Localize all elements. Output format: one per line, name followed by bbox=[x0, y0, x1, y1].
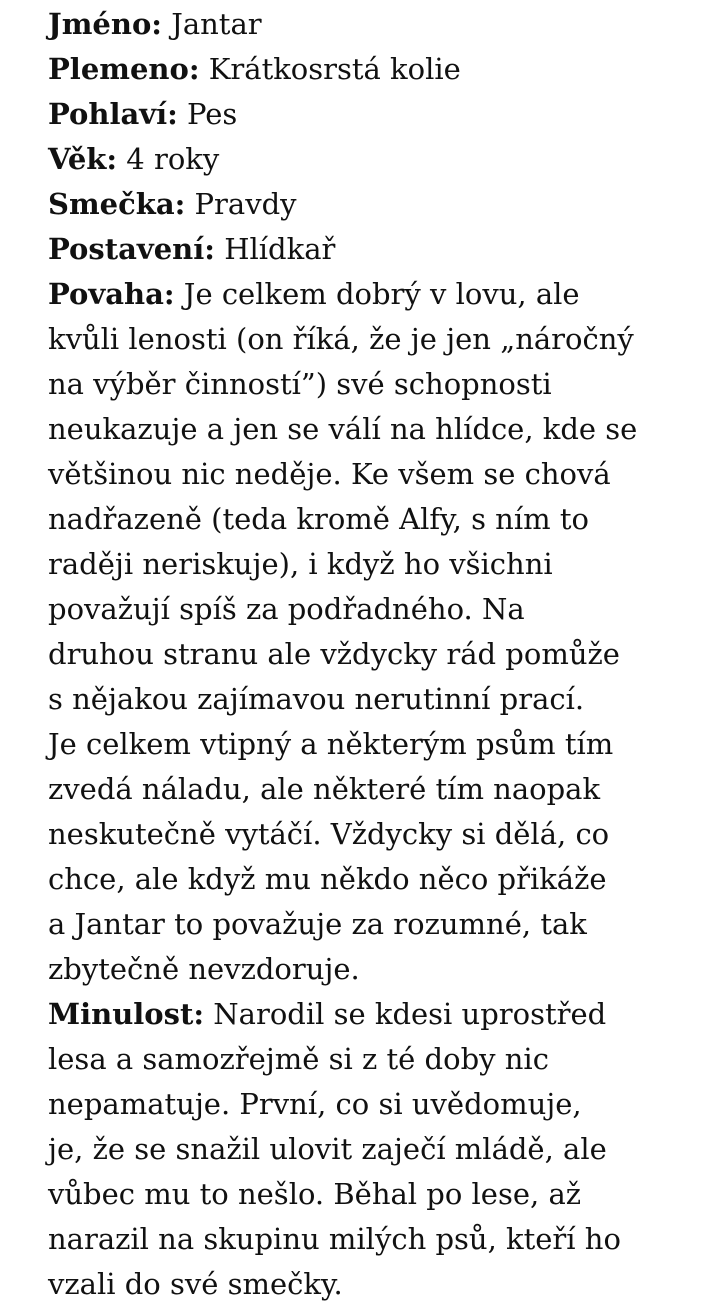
name-value: Jantar bbox=[162, 7, 262, 41]
personality-label: Povaha: bbox=[48, 277, 175, 311]
age-value: 4 roky bbox=[117, 142, 220, 176]
past-line: narazil na skupinu milých psů, kteří ho bbox=[48, 1222, 621, 1256]
pack-row bbox=[48, 182, 688, 227]
sex-label: Pohlaví: bbox=[48, 97, 178, 131]
sex-value: Pes bbox=[177, 97, 238, 131]
pack-label: Smečka: bbox=[48, 187, 186, 221]
personality-line: Je celkem vtipný a některým psům tím bbox=[48, 727, 614, 761]
breed-value: Krátkosrstá kolie bbox=[199, 52, 461, 86]
personality-line: kvůli lenosti (on říká, že je jen „náročný bbox=[48, 322, 634, 356]
past-line: vůbec mu to nešlo. Běhal po lese, až bbox=[48, 1177, 582, 1211]
past-line: nepamatuje. První, co si uvědomuje, bbox=[48, 1087, 582, 1121]
personality-line: chce, ale když mu někdo něco přikáže bbox=[48, 862, 607, 896]
character-profile bbox=[48, 2, 688, 1307]
personality-line: považují spíš za podřadného. Na bbox=[48, 592, 525, 626]
age-row bbox=[48, 137, 688, 182]
breed-label: Plemeno: bbox=[48, 52, 200, 86]
pack-value: Pravdy bbox=[185, 187, 297, 221]
personality-line: většinou nic neděje. Ke všem se chová bbox=[48, 457, 611, 491]
rank-row bbox=[48, 227, 688, 272]
personality-text: Je celkem dobrý v lovu, ale bbox=[174, 277, 580, 311]
past-line: je, že se snažil ulovit zaječí mládě, ale bbox=[48, 1132, 607, 1166]
personality-line: nadřazeně (teda kromě Alfy, s ním to bbox=[48, 502, 589, 536]
personality-section bbox=[48, 272, 688, 992]
past-section bbox=[48, 992, 688, 1307]
sex-row bbox=[48, 92, 688, 137]
personality-line: raději neriskuje), i když ho všichni bbox=[48, 547, 553, 581]
breed-row bbox=[48, 47, 688, 92]
personality-line bbox=[48, 272, 688, 317]
past-text: Narodil se kdesi uprostřed bbox=[204, 997, 607, 1031]
age-label: Věk: bbox=[48, 142, 118, 176]
name-label: Jméno: bbox=[48, 7, 162, 41]
past-line: lesa a samozřejmě si z té doby nic bbox=[48, 1042, 549, 1076]
personality-line: zbytečně nevzdoruje. bbox=[48, 952, 360, 986]
rank-value: Hlídkař bbox=[215, 232, 336, 266]
personality-line: neukazuje a jen se válí na hlídce, kde se bbox=[48, 412, 638, 446]
past-line: vzali do své smečky. bbox=[48, 1267, 343, 1301]
personality-line: s nějakou zajímavou nerutinní prací. bbox=[48, 682, 585, 716]
personality-line: zvedá náladu, ale některé tím naopak bbox=[48, 772, 601, 806]
personality-line: a Jantar to považuje za rozumné, tak bbox=[48, 907, 587, 941]
name-row bbox=[48, 2, 688, 47]
past-label: Minulost: bbox=[48, 997, 205, 1031]
personality-line: na výběr činností”) své schopnosti bbox=[48, 367, 552, 401]
rank-label: Postavení: bbox=[48, 232, 215, 266]
past-line bbox=[48, 992, 688, 1037]
personality-line: druhou stranu ale vždycky rád pomůže bbox=[48, 637, 620, 671]
personality-line: neskutečně vytáčí. Vždycky si dělá, co bbox=[48, 817, 610, 851]
